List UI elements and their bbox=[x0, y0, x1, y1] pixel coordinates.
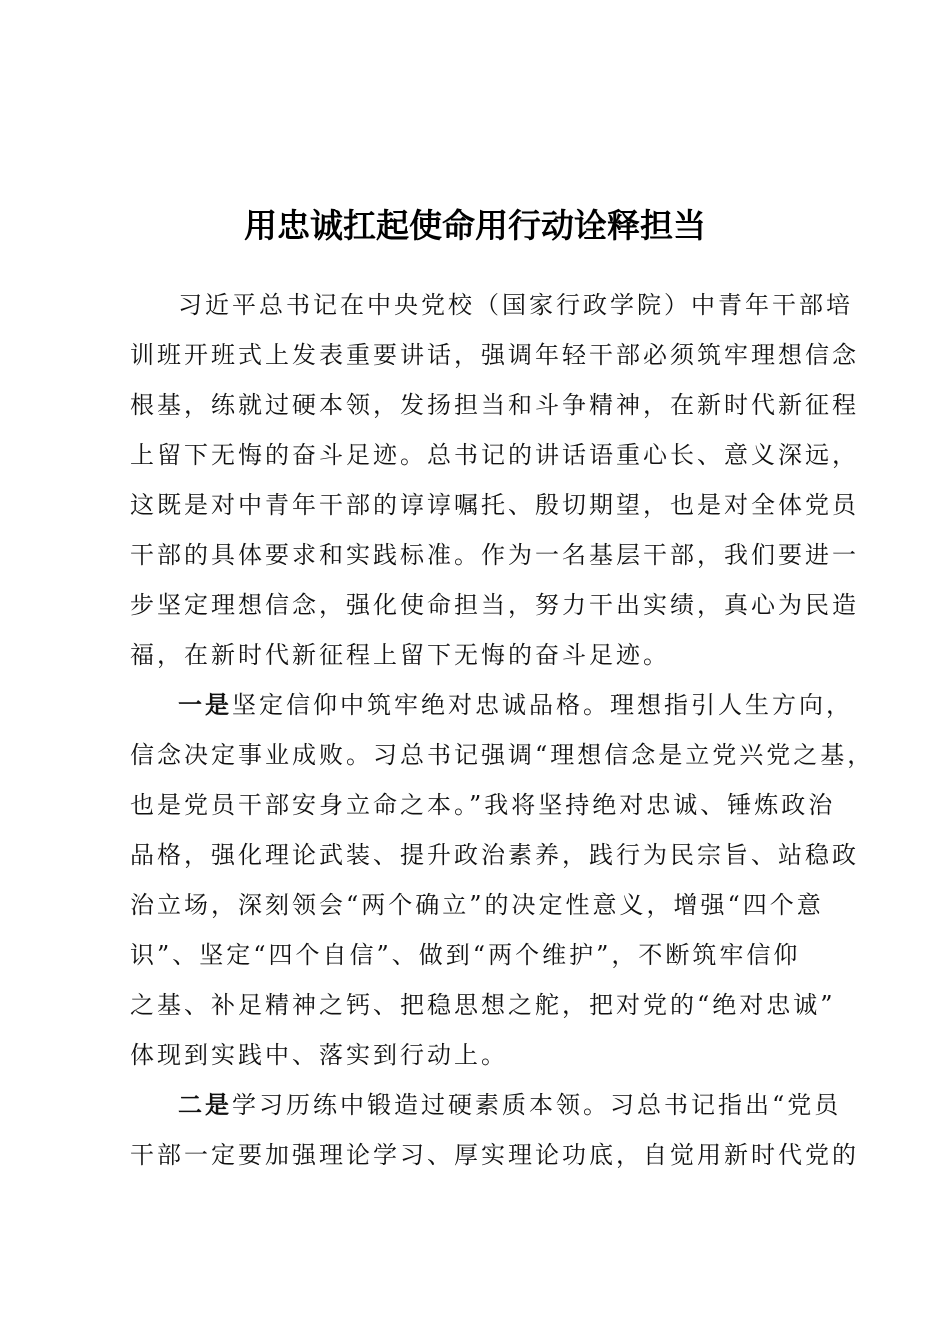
paragraph-2-line-5: 治立场，深刻领会“两个确立”的决定性意义，增强“四个意 bbox=[130, 891, 824, 919]
paragraph-3-first-line-text: 学习历练中锻造过硬素质本领。习总书记指出“党员 bbox=[232, 1091, 842, 1119]
document-title: 用忠诚扛起使命用行动诠释担当 bbox=[244, 206, 706, 245]
paragraph-1-line-5: 这既是对中青年干部的谆谆嘱托、殷切期望，也是对全体党员 bbox=[130, 491, 859, 519]
paragraph-1-line-3: 根基，练就过硬本领，发扬担当和斗争精神，在新时代新征程 bbox=[130, 391, 859, 419]
paragraph-3-line-2: 干部一定要加强理论学习、厚实理论功底，自觉用新时代党的 bbox=[130, 1141, 859, 1169]
paragraph-1-line-4: 上留下无悔的奋斗足迹。总书记的讲话语重心长、意义深远， bbox=[130, 441, 859, 469]
paragraph-1-line-2: 训班开班式上发表重要讲话，强调年轻干部必须筑牢理想信念 bbox=[130, 341, 859, 369]
paragraph-1-line-7: 步坚定理想信念，强化使命担当，努力干出实绩，真心为民造 bbox=[130, 591, 859, 619]
paragraph-1-line-6: 干部的具体要求和实践标准。作为一名基层干部，我们要进一 bbox=[130, 541, 859, 569]
paragraph-2-lead: 一是 bbox=[178, 690, 232, 719]
paragraph-3-lead: 二是 bbox=[178, 1090, 232, 1119]
paragraph-3-line-1 bbox=[178, 1088, 888, 1122]
paragraph-2-line-1 bbox=[178, 688, 888, 722]
paragraph-2-first-line-text: 坚定信仰中筑牢绝对忠诚品格。理想指引人生方向， bbox=[232, 691, 853, 719]
paragraph-2-line-8: 体现到实践中、落实到行动上。 bbox=[130, 1041, 508, 1069]
paragraph-2-line-6: 识”、坚定“四个自信”、做到“两个维护”，不断筑牢信仰 bbox=[130, 941, 801, 969]
paragraph-2-line-4: 品格，强化理论武装、提升政治素养，践行为民宗旨、站稳政 bbox=[130, 841, 859, 869]
paragraph-2-line-2: 信念决定事业成败。习总书记强调“理想信念是立党兴党之基， bbox=[130, 741, 875, 769]
paragraph-2-line-3: 也是党员干部安身立命之本。”我将坚持绝对忠诚、锤炼政治 bbox=[130, 791, 836, 819]
paragraph-2-line-7: 之基、补足精神之钙、把稳思想之舵，把对党的“绝对忠诚” bbox=[130, 991, 836, 1019]
paragraph-1-line-8: 福，在新时代新征程上留下无悔的奋斗足迹。 bbox=[130, 641, 670, 669]
paragraph-1-line-1: 习近平总书记在中央党校（国家行政学院）中青年干部培 bbox=[178, 291, 853, 319]
